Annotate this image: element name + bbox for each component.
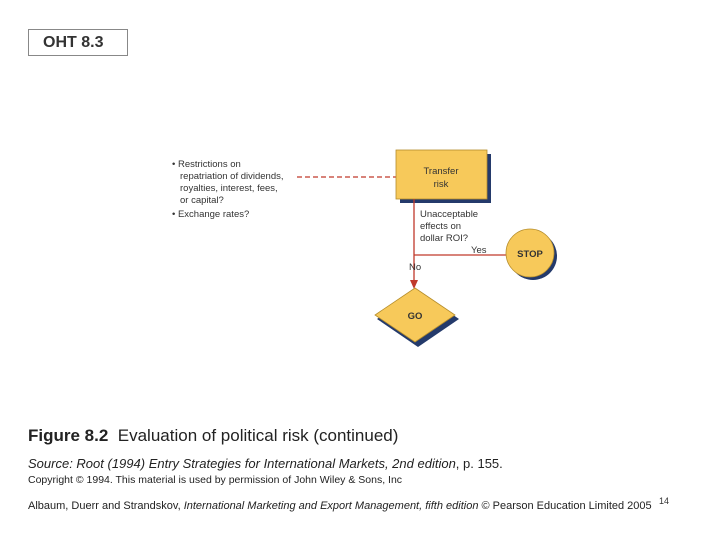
transfer-box-line-2: risk bbox=[433, 179, 449, 190]
copyright-line: Copyright © 1994. This material is used by permission of John Wiley & Sons, Inc bbox=[28, 474, 403, 486]
bullet-line-5: • Exchange rates? bbox=[172, 209, 250, 220]
yes-label: Yes bbox=[471, 245, 487, 256]
bullet-line-2: repatriation of dividends, bbox=[180, 171, 284, 182]
transfer-box-line-1: Transfer bbox=[423, 166, 459, 177]
footer-publisher: © Pearson Education Limited 2005 bbox=[478, 500, 652, 512]
bullet-line-3: royalties, interest, fees, bbox=[180, 183, 278, 194]
stop-label: STOP bbox=[517, 249, 543, 260]
footer-book: International Marketing and Export Management, fifth edition bbox=[183, 500, 479, 512]
go-label: GO bbox=[407, 311, 423, 322]
unacceptable-line-1: Unacceptable bbox=[420, 209, 479, 220]
no-label: No bbox=[409, 262, 422, 273]
unacceptable-line-2: effects on bbox=[420, 221, 462, 232]
bullet-line-1: • Restrictions on bbox=[172, 159, 241, 170]
bullet-line-4: or capital? bbox=[180, 195, 224, 206]
source-title: Entry Strategies for International Markets, 2nd edition bbox=[148, 456, 456, 471]
page-number: 14 bbox=[659, 496, 670, 506]
source-line bbox=[28, 456, 503, 471]
footer-citation bbox=[28, 500, 652, 512]
source-prefix: Source: Root (1994) bbox=[28, 456, 149, 471]
footer-authors: Albaum, Duerr and Strandskov, bbox=[28, 500, 184, 512]
unacceptable-line-3: dollar ROI? bbox=[420, 233, 469, 244]
source-suffix: , p. 155. bbox=[455, 456, 503, 471]
figure-title: Evaluation of political risk (continued) bbox=[117, 426, 399, 445]
figure-caption bbox=[28, 426, 398, 446]
slide-label: OHT 8.3 bbox=[28, 29, 128, 56]
no-arrowhead bbox=[410, 280, 418, 289]
figure-label: Figure 8.2 bbox=[28, 426, 109, 445]
